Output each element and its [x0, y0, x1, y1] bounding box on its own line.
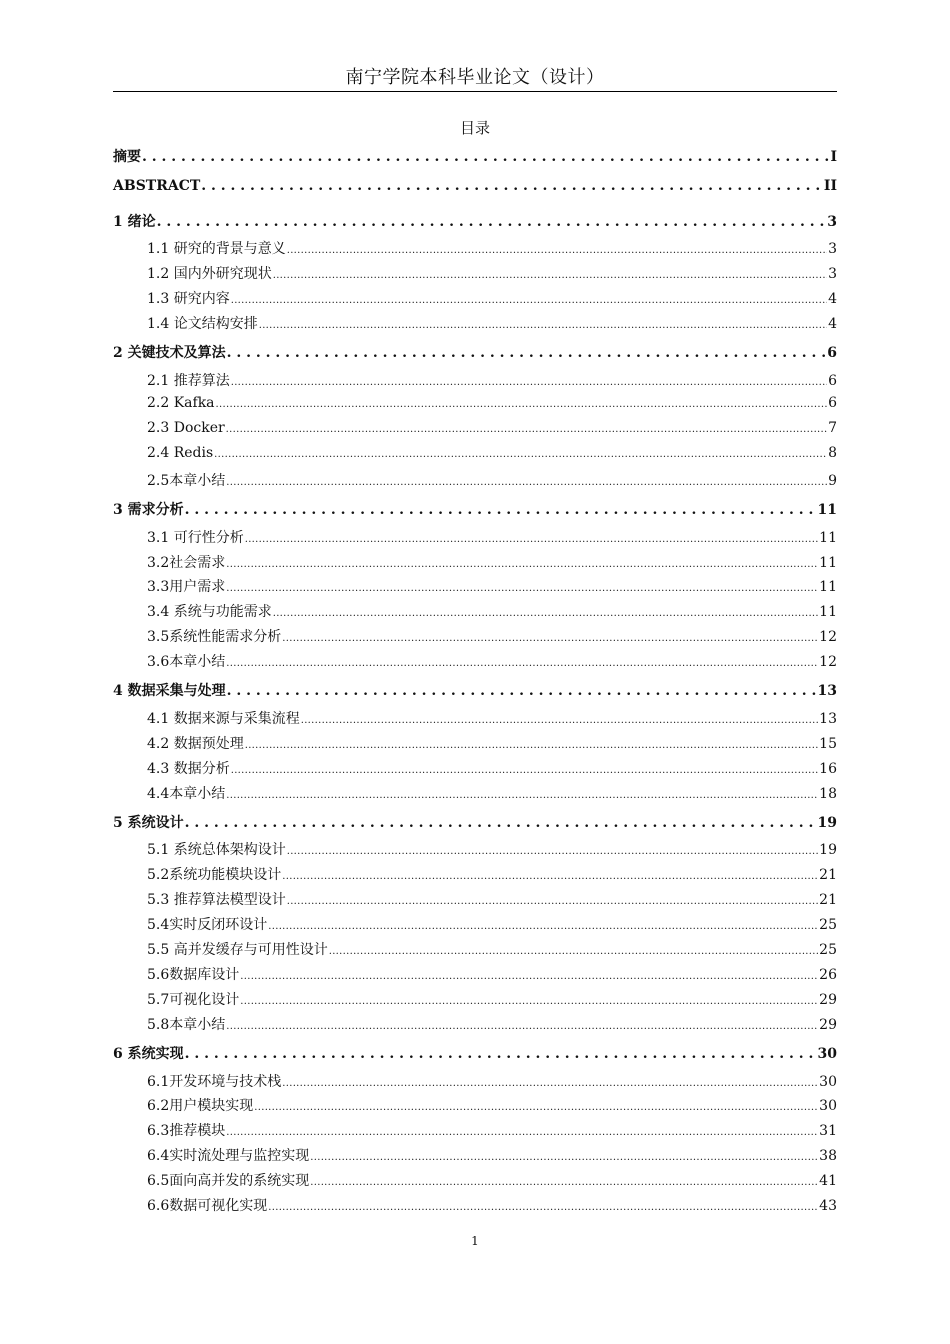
- dot-leader: [268, 1198, 818, 1214]
- toc-page-number: 6: [828, 395, 837, 411]
- toc-chapter-entry[interactable]: [113, 812, 837, 832]
- toc-section-entry[interactable]: [113, 1170, 837, 1190]
- toc-entry-text: 6.3推荐模块: [147, 1123, 226, 1139]
- toc-section-entry[interactable]: [113, 576, 837, 596]
- toc-section-entry[interactable]: [113, 1095, 837, 1115]
- toc-page-number: 4: [828, 316, 837, 332]
- dot-leader: [310, 1173, 818, 1189]
- toc-entry-text: 1.2 国内外研究现状: [147, 266, 272, 282]
- toc-entry-text: 3.1 可行性分析: [147, 530, 244, 546]
- page-number: 1: [471, 1234, 479, 1248]
- toc-entry-text: 6.1开发环境与技术栈: [147, 1074, 282, 1090]
- toc-section-entry[interactable]: [113, 626, 837, 646]
- dot-leader: [185, 502, 817, 518]
- dot-leader: [185, 815, 817, 831]
- toc-section-entry[interactable]: [113, 395, 837, 411]
- toc-entry-text: 5.8本章小结: [147, 1017, 226, 1033]
- toc-page-number: 30: [819, 1074, 837, 1090]
- toc-section-entry[interactable]: [113, 1195, 837, 1215]
- toc-entry-text: 3.5系统性能需求分析: [147, 629, 282, 645]
- toc-page-number: 9: [828, 473, 837, 489]
- toc-entry-text: 5.1 系统总体架构设计: [147, 842, 286, 858]
- toc-page-number: 3: [828, 241, 837, 257]
- toc-chapter-entry[interactable]: [113, 1043, 837, 1063]
- toc-section-entry[interactable]: [113, 313, 837, 333]
- dot-leader: [282, 629, 818, 645]
- toc-section-entry[interactable]: [113, 288, 837, 308]
- toc-section-entry[interactable]: [113, 238, 837, 258]
- dot-leader: [157, 214, 827, 230]
- toc-entry-text: 6.4实时流处理与监控实现: [147, 1148, 310, 1164]
- dot-leader: [226, 1123, 818, 1139]
- dot-leader: [287, 842, 818, 858]
- toc-page-number: 3: [828, 266, 837, 282]
- toc-page-number: I: [830, 149, 837, 165]
- toc-entry-text: 3.4 系统与功能需求: [147, 604, 272, 620]
- toc-page-number: 30: [817, 1046, 837, 1062]
- toc-page-number: 25: [819, 942, 837, 958]
- dot-leader: [201, 178, 823, 194]
- toc-page-number: II: [823, 178, 837, 194]
- toc-chapter-entry[interactable]: [113, 211, 837, 231]
- toc-entry-text: 6.6数据可视化实现: [147, 1198, 268, 1214]
- toc-page-number: 25: [819, 917, 837, 933]
- toc-section-entry[interactable]: [113, 263, 837, 283]
- toc-page-number: 41: [819, 1173, 837, 1189]
- toc-chapter-entry[interactable]: [113, 680, 837, 700]
- toc-page-number: 12: [819, 629, 837, 645]
- toc-entry-text: 5.7可视化设计: [147, 992, 240, 1008]
- toc-entry-text: 2.3 Docker: [147, 420, 225, 436]
- dot-leader: [240, 992, 818, 1008]
- header-rule: [113, 91, 837, 92]
- toc-section-entry[interactable]: [113, 552, 837, 572]
- toc-page-number: 29: [819, 1017, 837, 1033]
- running-header: 南宁学院本科毕业论文（设计）: [345, 67, 605, 88]
- toc-page-number: 21: [819, 892, 837, 908]
- toc-page-number: 7: [828, 420, 837, 436]
- toc-page-number: 12: [819, 654, 837, 670]
- toc-section-entry[interactable]: [113, 601, 837, 621]
- toc-entry-text: 6.5面向高并发的系统实现: [147, 1173, 310, 1189]
- toc-section-entry[interactable]: [113, 733, 837, 753]
- dot-leader: [245, 530, 818, 546]
- toc-entry-text: 5.2系统功能模块设计: [147, 867, 282, 883]
- dot-leader: [231, 291, 827, 307]
- toc-page-number: 6: [828, 373, 837, 389]
- toc-page-number: 11: [819, 604, 837, 620]
- dot-leader: [226, 1017, 818, 1033]
- toc-entry-text: 4.3 数据分析: [147, 761, 230, 777]
- dot-leader: [226, 654, 818, 670]
- toc-page-number: 31: [819, 1123, 837, 1139]
- dot-leader: [245, 736, 818, 752]
- dot-leader: [240, 967, 818, 983]
- dot-leader: [231, 761, 818, 777]
- toc-entry-text: 2.2 Kafka: [147, 395, 215, 411]
- toc-entry-text: 5.5 高并发缓存与可用性设计: [147, 942, 328, 958]
- toc-entry-text: 2 关键技术及算法: [113, 345, 226, 361]
- toc-section-entry[interactable]: [113, 370, 837, 390]
- dot-leader: [227, 345, 827, 361]
- toc-entry-text: 5.3 推荐算法模型设计: [147, 892, 286, 908]
- toc-section-entry[interactable]: [113, 889, 837, 909]
- dot-leader: [216, 395, 828, 411]
- toc-section-entry[interactable]: [113, 783, 837, 803]
- toc-entry-text: 4.4本章小结: [147, 786, 226, 802]
- toc-entry-text: 6 系统实现: [113, 1046, 184, 1062]
- toc-page-number: 11: [817, 502, 837, 518]
- toc-page-number: 11: [819, 530, 837, 546]
- toc-section-entry[interactable]: [113, 651, 837, 671]
- dot-leader: [273, 266, 827, 282]
- toc-chapter-entry[interactable]: [113, 146, 837, 166]
- dot-leader: [214, 445, 827, 461]
- toc-entry-text: 2.1 推荐算法: [147, 373, 230, 389]
- dot-leader: [273, 604, 818, 620]
- toc-entry-text: 3.2社会需求: [147, 555, 226, 571]
- toc-page-number: 6: [827, 345, 837, 361]
- dot-leader: [287, 892, 818, 908]
- toc-section-entry[interactable]: [113, 420, 837, 436]
- toc-page-number: 13: [817, 683, 837, 699]
- toc-page-number: 19: [819, 842, 837, 858]
- dot-leader: [231, 373, 827, 389]
- dot-leader: [142, 149, 829, 165]
- toc-section-entry[interactable]: [113, 1120, 837, 1140]
- toc-entry-text: 1 绪论: [113, 214, 156, 230]
- toc-entry-text: 摘要: [113, 149, 141, 165]
- toc-section-entry[interactable]: [113, 964, 837, 984]
- dot-leader: [185, 1046, 817, 1062]
- toc-chapter-entry[interactable]: [113, 499, 837, 519]
- toc-entry-text: 5.6数据库设计: [147, 967, 240, 983]
- toc-title: 目录: [459, 119, 490, 137]
- dot-leader: [226, 555, 818, 571]
- dot-leader: [287, 241, 827, 257]
- dot-leader: [226, 579, 818, 595]
- dot-leader: [301, 711, 818, 727]
- dot-leader: [282, 867, 818, 883]
- toc-section-entry[interactable]: [113, 939, 837, 959]
- toc-page-number: 15: [819, 736, 837, 752]
- dot-leader: [268, 917, 818, 933]
- toc-page-number: 4: [828, 291, 837, 307]
- toc-page-number: 18: [819, 786, 837, 802]
- toc-section-entry[interactable]: [113, 1014, 837, 1034]
- toc-entry-text: 2.4 Redis: [147, 445, 214, 461]
- toc-page-number: 19: [817, 815, 837, 831]
- toc-page-number: 13: [819, 711, 837, 727]
- dot-leader: [254, 1098, 818, 1114]
- toc-page-number: 11: [819, 579, 837, 595]
- dot-leader: [259, 316, 827, 332]
- toc-page-number: 21: [819, 867, 837, 883]
- dot-leader: [226, 786, 818, 802]
- toc-entry-text: 3 需求分析: [113, 502, 184, 518]
- toc-section-entry[interactable]: [113, 708, 837, 728]
- toc-entry-text: 4.2 数据预处理: [147, 736, 244, 752]
- toc-entry-text: 3.6本章小结: [147, 654, 226, 670]
- toc-entry-text: 5.4实时反闭环设计: [147, 917, 268, 933]
- toc-entry-text: 3.3用户需求: [147, 579, 226, 595]
- toc-section-entry[interactable]: [113, 914, 837, 934]
- toc-entry-text: 6.2用户模块实现: [147, 1098, 254, 1114]
- toc-page-number: 16: [819, 761, 837, 777]
- toc-section-entry[interactable]: [113, 445, 837, 461]
- toc-entry-text: 1.3 研究内容: [147, 291, 230, 307]
- toc-page-number: 8: [828, 445, 837, 461]
- toc-entry-text: 1.4 论文结构安排: [147, 316, 258, 332]
- toc-section-entry[interactable]: [113, 527, 837, 547]
- toc-page-number: 30: [819, 1098, 837, 1114]
- toc-entry-text: ABSTRACT: [113, 178, 201, 194]
- toc-entry-text: 1.1 研究的背景与意义: [147, 241, 286, 257]
- dot-leader: [329, 942, 818, 958]
- toc-chapter-entry[interactable]: [113, 342, 837, 362]
- toc-section-entry[interactable]: [113, 1145, 837, 1165]
- toc-page-number: 3: [827, 214, 837, 230]
- toc-section-entry[interactable]: [113, 1071, 837, 1091]
- toc-page-number: 29: [819, 992, 837, 1008]
- toc-entry-text: 4.1 数据来源与采集流程: [147, 711, 300, 727]
- dot-leader: [226, 473, 827, 489]
- toc-page-number: 26: [819, 967, 837, 983]
- toc-section-entry[interactable]: [113, 989, 837, 1009]
- toc-entry-text: 5 系统设计: [113, 815, 184, 831]
- toc-page-number: 38: [819, 1148, 837, 1164]
- dot-leader: [227, 683, 817, 699]
- toc-entry-text: 4 数据采集与处理: [113, 683, 226, 699]
- toc-entry-text: 2.5本章小结: [147, 473, 226, 489]
- toc-chapter-entry[interactable]: [113, 178, 837, 194]
- toc-section-entry[interactable]: [113, 839, 837, 859]
- dot-leader: [310, 1148, 818, 1164]
- toc-section-entry[interactable]: [113, 758, 837, 778]
- toc-section-entry[interactable]: [113, 470, 837, 490]
- toc-section-entry[interactable]: [113, 864, 837, 884]
- dot-leader: [226, 420, 827, 436]
- toc-page-number: 11: [819, 555, 837, 571]
- dot-leader: [282, 1074, 818, 1090]
- toc-page-number: 43: [819, 1198, 837, 1214]
